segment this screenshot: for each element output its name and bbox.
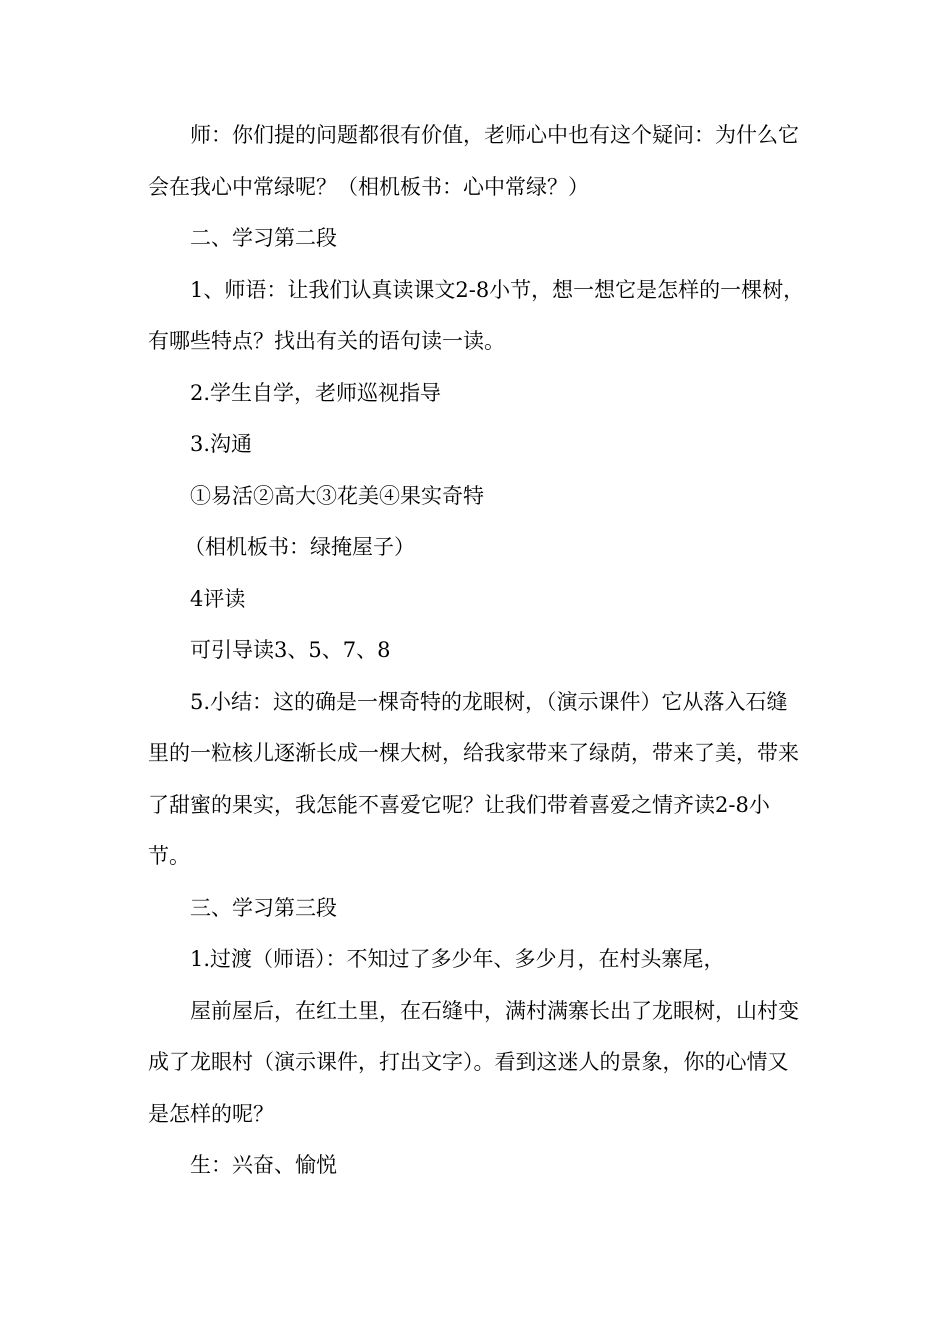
paragraph-step-5-summary: 5.小结：这的确是一棵奇特的龙眼树，（演示课件）它从落入石缝里的一粒核儿逐渐长成一棵大树，给我家带来了绿荫，带来了美，带来了甜蜜的果实，我怎能不喜爱它呢？让我们带着喜爱之情齐读2-8小节。 [148,689,799,868]
paragraph-village-scene: 屋前屋后，在红土里，在石缝中，满村满寨长出了龙眼树，山村变成了龙眼村（演示课件，打出文字）。看到这迷人的景象，你的心情又是怎样的呢？ [148,998,799,1126]
paragraph-step-2: 2.学生自学，老师巡视指导 [190,380,442,405]
heading-section-two: 二、学习第二段 [190,226,337,250]
document-body [148,110,808,1192]
paragraph-step-1: 1、师语：让我们认真读课文2-8小节，想一想它是怎样的一棵树，有哪些特点？找出有关的语句读一读。 [148,277,805,353]
heading-section-three: 三、学习第三段 [190,895,337,920]
paragraph-student-answer: 生：兴奋、愉悦 [190,1153,337,1177]
paragraph-teacher-question: 师：你们提的问题都很有价值，老师心中也有这个疑问：为什么它会在我心中常绿呢？（相机板书：心中常绿？） [148,123,799,199]
paragraph-step-3: 3.沟通 [190,432,253,456]
paragraph-transition: 1.过渡（师语）：不知过了多少年、多少月，在村头寨尾， [190,947,725,971]
paragraph-board-note: （相机板书：绿掩屋子） [184,535,415,559]
paragraph-features-list: ①易活②高大③花美④果实奇特 [190,483,484,508]
paragraph-guided-reading: 可引导读3、5、7、8 [190,638,391,662]
paragraph-step-4: 4评读 [190,586,246,611]
